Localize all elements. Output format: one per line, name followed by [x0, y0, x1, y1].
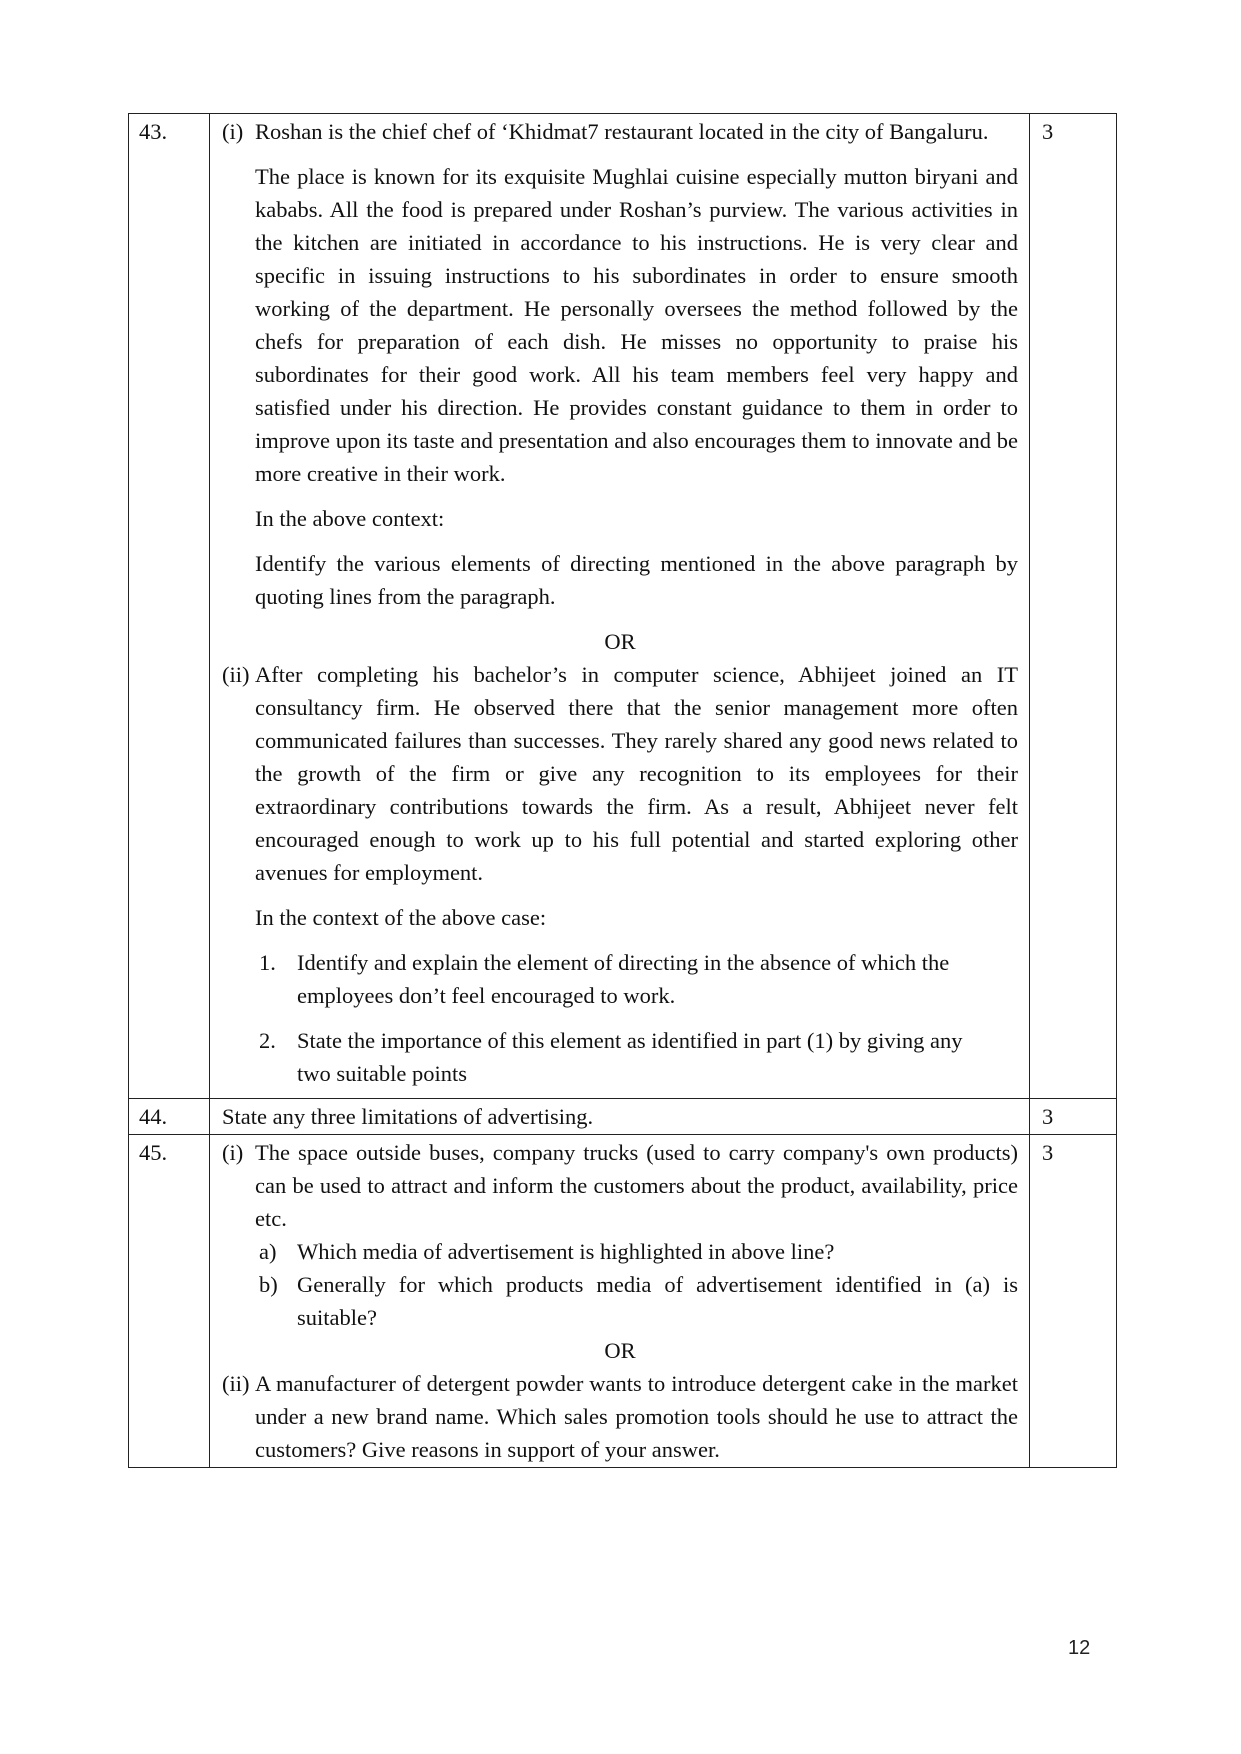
part-ii [222, 1367, 1018, 1466]
list-item [255, 946, 1018, 1012]
list-item-label: 2. [259, 1028, 276, 1053]
part-ii [222, 658, 1018, 889]
question-text: Identify the various elements of directing mentioned in the above paragraph by quoting lines from the paragraph. [255, 551, 1018, 609]
list-item [255, 1024, 1018, 1090]
part-lead-text: After completing his bachelor’s in computer science, Abhijeet joined an IT consultancy firm. He observed there that the senior management more often communicated failures than successes. They rarely shared any good news related to the growth of the firm or give any recognition to its employees for their extraordinary contributions towards the firm. As a result, Abhijeet never felt encouraged enough to work up to his full potential and started exploring other avenues for employment. [255, 662, 1018, 885]
question-marks: 3 [1030, 1099, 1117, 1135]
part-lead-text: The space outside buses, company trucks (used to carry company's own products) can be used to attract and inform the customers about the product, availability, price etc. [255, 1140, 1018, 1231]
list-item-text: Identify and explain the element of directing in the absence of which the employees don’t feel encouraged to work. [297, 950, 950, 1008]
list-item-text: State the importance of this element as identified in part (1) by giving any two suitable points [297, 1028, 963, 1086]
list-item-text: Which media of advertisement is highlighted in above line? [297, 1239, 835, 1264]
part-lead-text: Roshan is the chief chef of ‘Khidmat7 restaurant located in the city of Bangaluru. [255, 119, 989, 144]
question-content [210, 114, 1030, 1099]
page-number: 12 [1068, 1637, 1091, 1659]
part-lead-text: A manufacturer of detergent powder wants to introduce detergent cake in the market under a new brand name. Which sales promotion tools should he use to attract the customers? Give reasons in support of your answer. [255, 1371, 1018, 1462]
question-row-44 [129, 1099, 1117, 1135]
question-content [210, 1135, 1030, 1468]
part-i [222, 115, 1018, 148]
part-label: (ii) [222, 1371, 250, 1396]
question-table [128, 113, 1117, 1468]
or-divider: OR [604, 629, 636, 654]
context-line: In the above context: [255, 506, 445, 531]
list-item [255, 1268, 1018, 1334]
lettered-list [255, 1235, 1018, 1334]
list-item-label: b) [259, 1272, 278, 1297]
list-item-text: Generally for which products media of advertisement identified in (a) is suitable? [297, 1272, 1018, 1330]
case-paragraph: The place is known for its exquisite Mughlai cuisine especially mutton biryani and kababs. All the food is prepared under Roshan’s purview. The various activities in the kitchen are initiated in accordance to his instructions. He is very clear and specific in issuing instructions to his subordinates in order to ensure smooth working of the department. He personally oversees the method followed by the chefs for preparation of each dish. He misses no opportunity to praise his subordinates for their good work. All his team members feel very happy and satisfied under his direction. He provides constant guidance to them in order to improve upon its taste and presentation and also encourages them to innovate and be more creative in their work. [255, 164, 1018, 486]
question-row-45 [129, 1135, 1117, 1468]
part-label: (i) [222, 1140, 244, 1165]
question-number: 43. [129, 114, 210, 1099]
list-item-label: 1. [259, 950, 276, 975]
part-i [222, 1136, 1018, 1235]
question-row-43 [129, 114, 1117, 1099]
numbered-list [255, 946, 1018, 1090]
part-label: (i) [222, 119, 244, 144]
question-marks: 3 [1030, 114, 1117, 1099]
context-line: In the context of the above case: [255, 905, 547, 930]
question-number: 44. [129, 1099, 210, 1135]
question-marks: 3 [1030, 1135, 1117, 1468]
question-number: 45. [129, 1135, 210, 1468]
or-divider: OR [604, 1338, 636, 1363]
part-label: (ii) [222, 662, 250, 687]
list-item-label: a) [259, 1239, 277, 1264]
question-text: State any three limitations of advertising. [210, 1099, 1030, 1135]
list-item [255, 1235, 1018, 1268]
